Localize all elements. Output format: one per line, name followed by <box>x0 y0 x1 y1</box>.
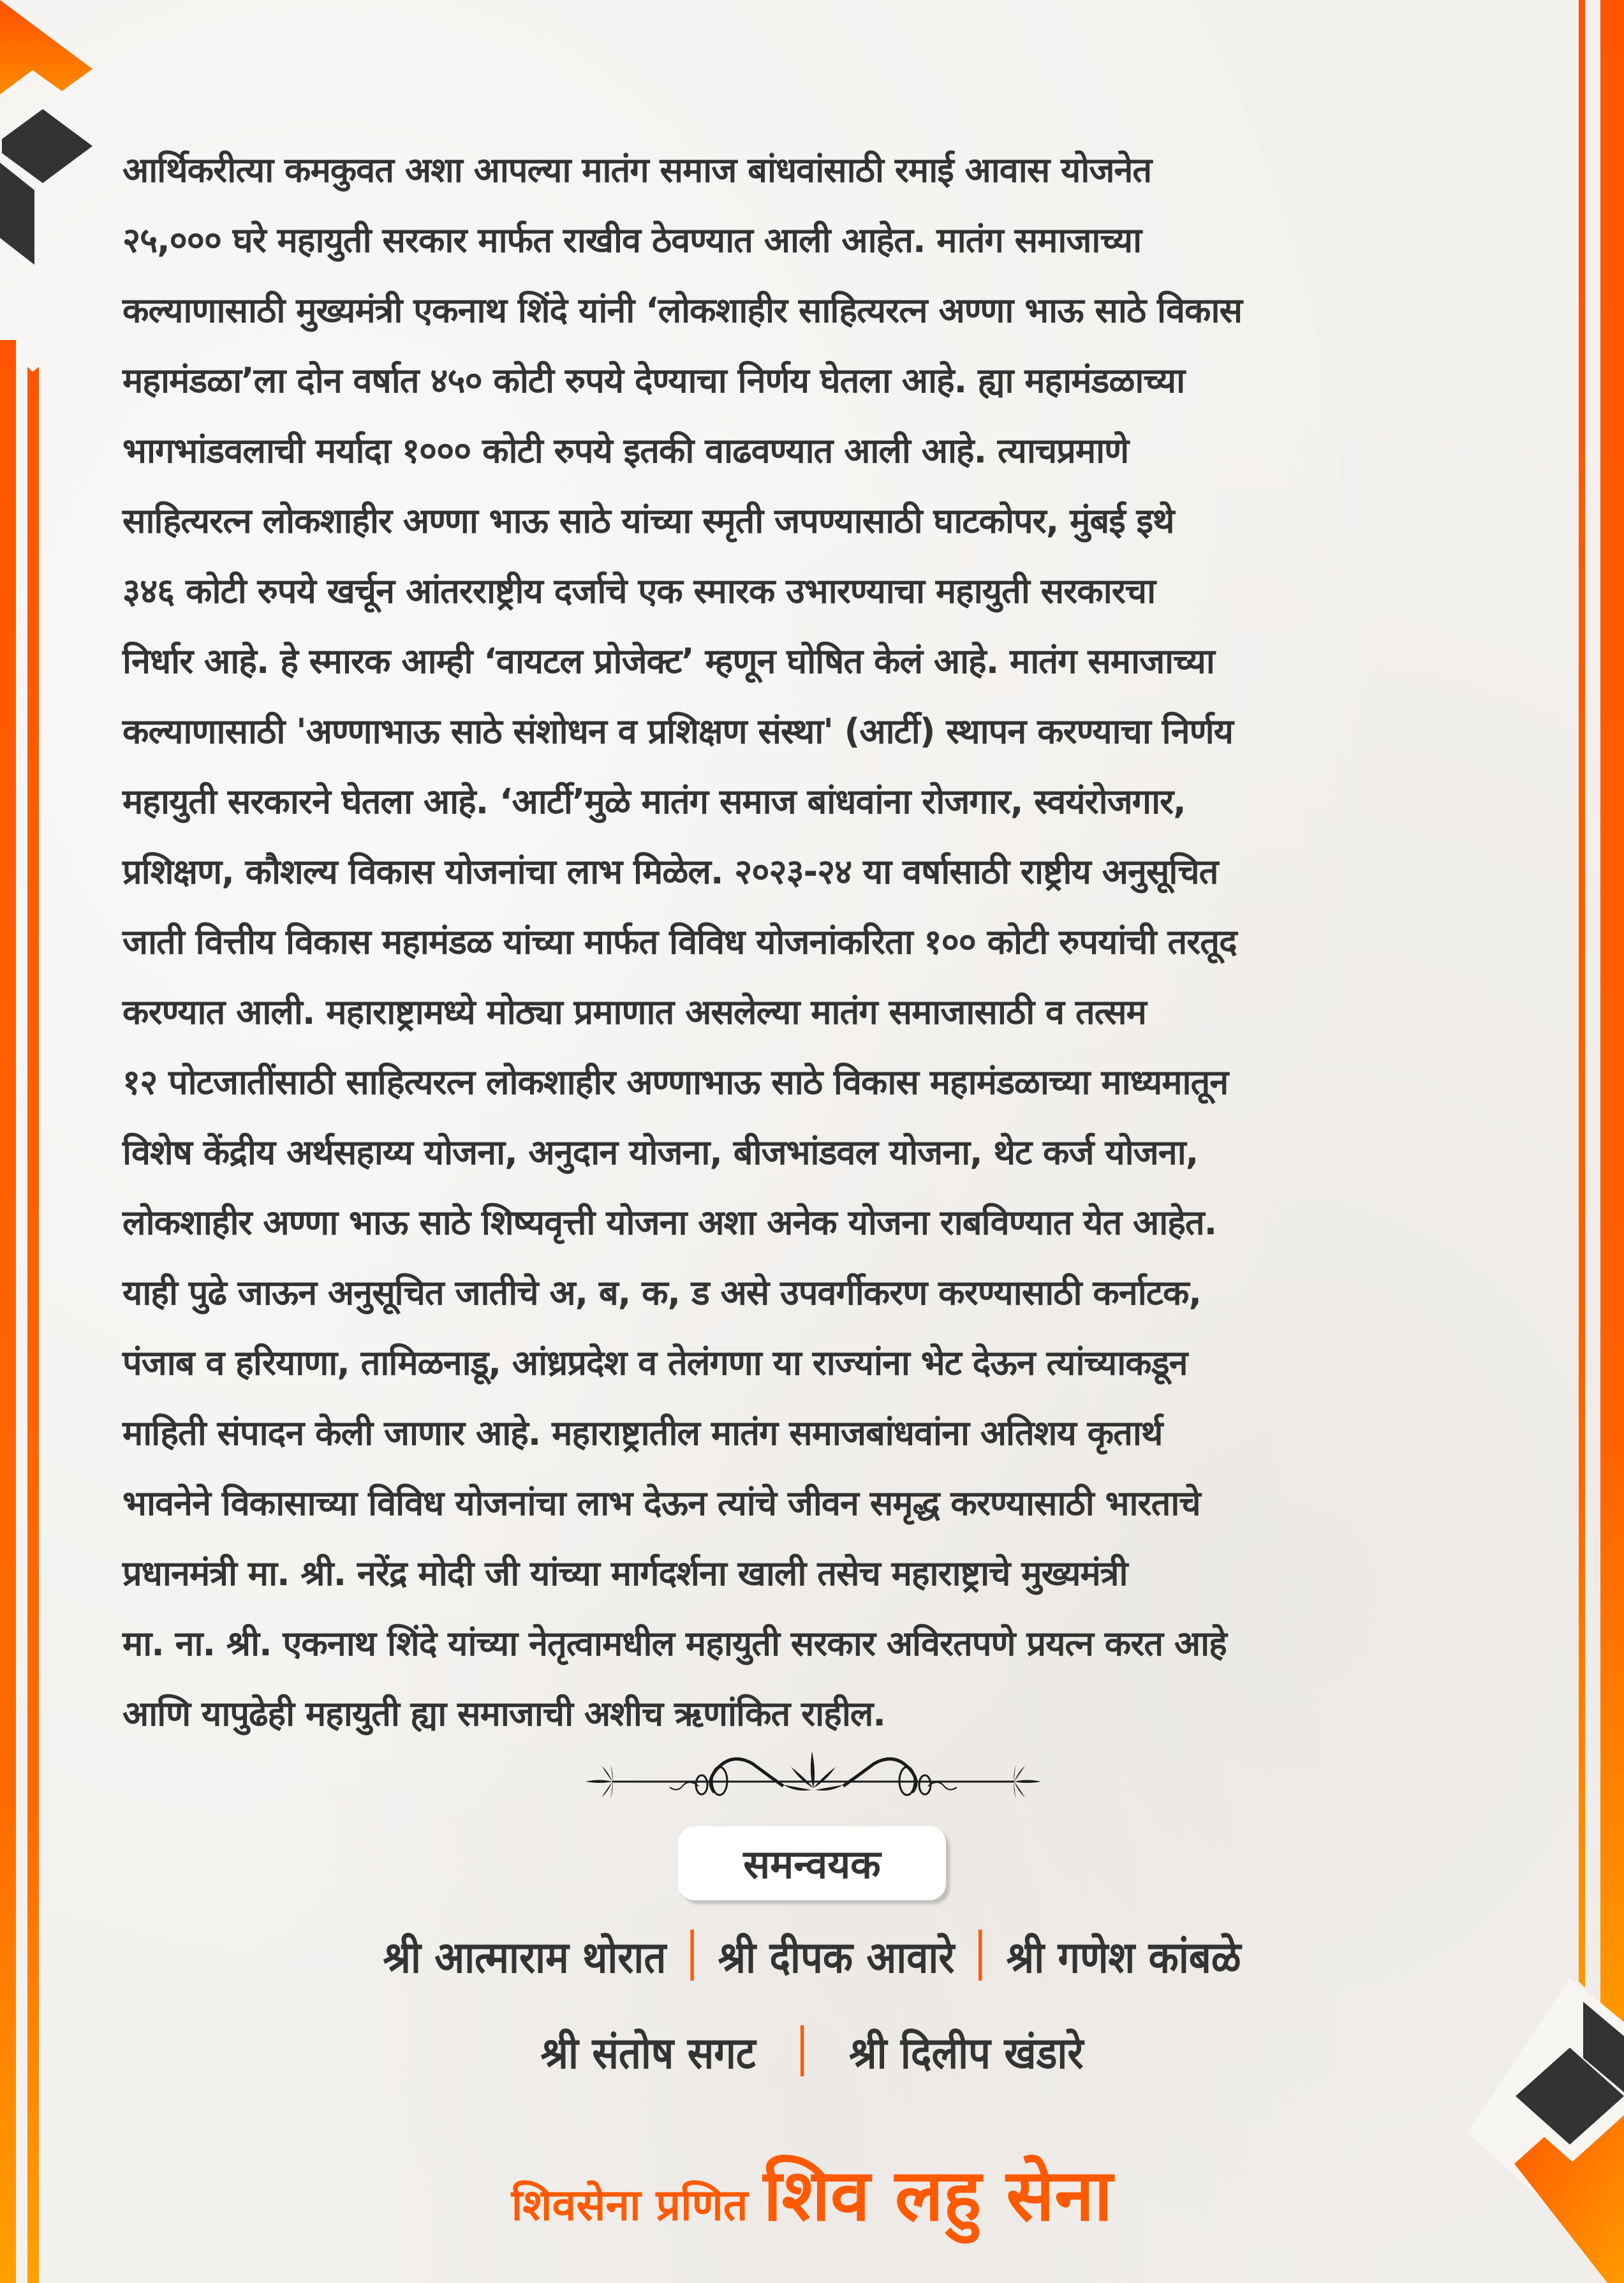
coordinator-name: श्री दीपक आवारे <box>718 1932 955 1983</box>
coordinators-badge <box>678 1826 946 1900</box>
body-line: याही पुढे जाऊन अनुसूचित जातीचे अ, ब, क, ड असे उपवर्गीकरण करण्यासाठी कर्नाटक, <box>122 1273 1201 1313</box>
body-line: ३४६ कोटी रुपये खर्चून आंतरराष्ट्रीय दर्जाचे एक स्मारक उभारण्याचा महायुती सरकारचा <box>122 571 1156 611</box>
body-line: कल्याणासाठी मुख्यमंत्री एकनाथ शिंदे यांनी ‘लोकशाहीर साहित्यरत्न अण्णा भाऊ साठे विकास <box>122 290 1242 330</box>
body-line: साहित्यरत्न लोकशाहीर अण्णा भाऊ साठे यांच्या स्मृती जपण्यासाठी घाटकोपर, मुंबई इथे <box>122 501 1174 541</box>
body-line: भावनेने विकासाच्या विविध योजनांचा लाभ देऊन त्यांचे जीवन समृद्ध करण्यासाठी भारताचे <box>122 1483 1200 1523</box>
coordinators-title: समन्वयक <box>743 1841 881 1888</box>
body-line: विशेष केंद्रीय अर्थसहाय्य योजना, अनुदान योजना, बीजभांडवल योजना, थेट कर्ज योजना, <box>122 1132 1199 1172</box>
right-stripe-thick <box>1600 0 1624 2025</box>
coordinators-row-2 <box>78 2016 1546 2086</box>
name-separator <box>978 1930 982 1981</box>
body-line: २५,००० घरे महायुती सरकार मार्फत राखीव ठेवण्यात आली आहेत. मातंग समाजाच्या <box>122 220 1142 260</box>
body-line: महामंडळा’ला दोन वर्षात ४५० कोटी रुपये देण्याचा निर्णय घेतला आहे. ह्या महामंडळाच्या <box>122 360 1185 401</box>
body-line: महायुती सरकारने घेतला आहे. ‘आर्टी’मुळे मातंग समाज बांधवांना रोजगार, स्वयंरोजगार, <box>122 781 1186 822</box>
body-paragraph <box>122 135 1564 1749</box>
body-line: पंजाब व हरियाणा, तामिळनाडू, आंध्रप्रदेश व तेलंगणा या राज्यांना भेट देऊन त्यांच्याकडून <box>122 1343 1188 1383</box>
body-line: १२ पोटजातींसाठी साहित्यरत्न लोकशाहीर अण्णाभाऊ साठे विकास महामंडळाच्या माध्यमातून <box>122 1062 1229 1102</box>
corner-chevron-shape <box>0 0 92 94</box>
body-line: जाती वित्तीय विकास महामंडळ यांच्या मार्फत विविध योजनांकरिता १०० कोटी रुपयांची तरतूद <box>122 922 1237 962</box>
left-stripe-thin <box>27 367 39 2283</box>
body-line: प्रशिक्षण, कौशल्य विकास योजनांचा लाभ मिळेल. २०२३-२४ या वर्षासाठी राष्ट्रीय अनुसूचित <box>122 852 1218 892</box>
body-line: भागभांडवलाची मर्यादा १००० कोटी रुपये इतकी वाढवण्यात आली आहे. त्याचप्रमाणे <box>122 431 1129 471</box>
body-line: आणि यापुढेही महायुती ह्या समाजाची अशीच ऋणांकित राहील. <box>122 1694 885 1734</box>
body-line: कल्याणासाठी 'अण्णाभाऊ साठे संशोधन व प्रशिक्षण संस्था' (आर्टी) स्थापन करण्याचा निर्णय <box>122 711 1233 751</box>
corner-dark-bar <box>0 163 34 265</box>
coordinators-row-1 <box>78 1920 1546 1990</box>
name-separator <box>801 2025 804 2076</box>
name-separator <box>690 1930 693 1981</box>
body-line: आर्थिकरीत्या कमकुवत अशा आपल्या मातंग समाज बांधवांसाठी रमाई आवास योजनेत <box>122 150 1152 190</box>
body-line: लोकशाहीर अण्णा भाऊ साठे शिष्यवृत्ती योजना अशा अनेक योजना राबविण्यात येत आहेत. <box>122 1202 1217 1243</box>
coordinator-name: श्री दिलीप खंडारे <box>849 2028 1084 2079</box>
body-line: माहिती संपादन केली जाणार आहे. महाराष्ट्रातील मातंग समाजबांधवांना अतिशय कृतार्थ <box>122 1413 1163 1453</box>
floral-divider-icon <box>580 1748 1046 1818</box>
body-line: करण्यात आली. महाराष्ट्रामध्ये मोठ्या प्रमाणात असलेल्या मातंग समाजासाठी व तत्सम <box>122 992 1146 1032</box>
coordinator-name: श्री संतोष सगट <box>540 2028 756 2079</box>
coordinator-name: श्री गणेश कांबळे <box>1006 1932 1241 1983</box>
footer-organization <box>0 2143 1624 2237</box>
right-side-decoration <box>1579 0 1624 2025</box>
corner-dark-diamond <box>2 109 92 183</box>
right-stripe-thin <box>1579 0 1585 1988</box>
body-line: निर्धार आहे. हे स्मारक आम्ही ‘वायटल प्रोजेक्ट’ म्हणून घोषित केलं आहे. मातंग समाजाच्या <box>122 641 1214 681</box>
body-line: प्रधानमंत्री मा. श्री. नरेंद्र मोदी जी यांच्या मार्गदर्शना खाली तसेच महाराष्ट्राचे मुख्यमंत्री <box>122 1553 1128 1593</box>
footer-prefix: शिवसेना प्रणित <box>511 2180 748 2231</box>
coordinator-name: श्री आत्माराम थोरात <box>383 1932 667 1983</box>
body-line: मा. ना. श्री. एकनाथ शिंदे यांच्या नेतृत्वामधील महायुती सरकार अविरतपणे प्रयत्न करत आहे <box>122 1623 1227 1664</box>
left-stripe-thick <box>0 340 16 2283</box>
organization-name: शिव लहु सेना <box>763 2154 1113 2237</box>
